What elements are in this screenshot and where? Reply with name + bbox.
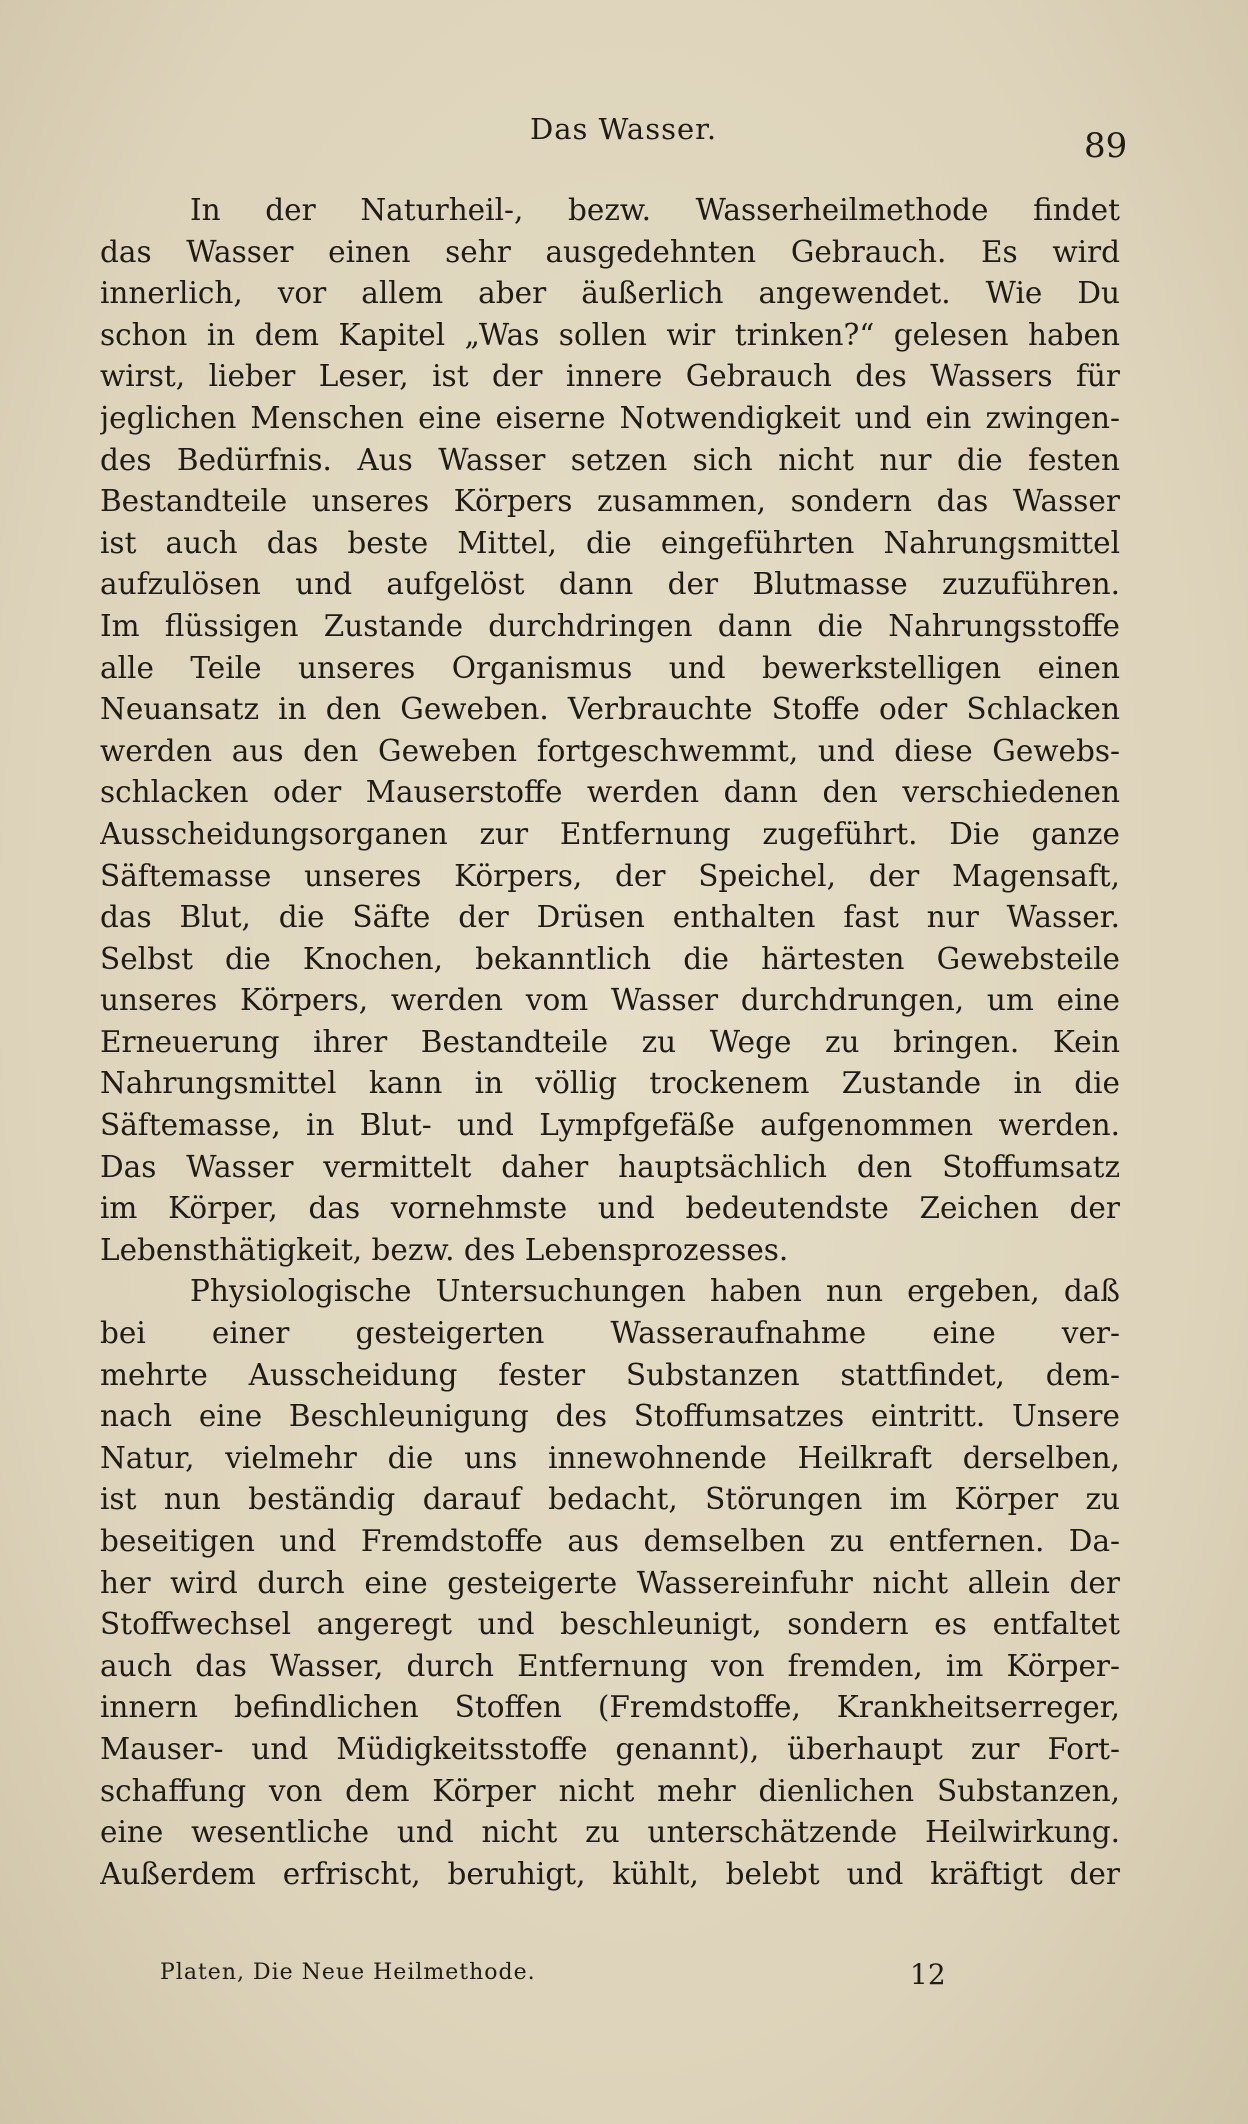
text-line: innerlich, vor allem aber äußerlich angewendet. Wie Du — [100, 276, 1120, 311]
text-line: Erneuerung ihrer Bestandteile zu Wege zu bringen. Kein — [100, 1024, 1120, 1059]
text-line: Stoffwechsel angeregt und beschleunigt, sondern es entfaltet — [100, 1607, 1120, 1642]
text-line: Natur, vielmehr die uns innewohnende Heilkraft derselben, — [100, 1440, 1120, 1475]
text-line: das Wasser einen sehr ausgedehnten Gebrauch. Es wird — [100, 234, 1120, 269]
text-line: werden aus den Geweben fortgeschwemmt, und diese Gewebs- — [100, 733, 1120, 768]
text-line: Mauser- und Müdigkeitsstoffe genannt), überhaupt zur Fort- — [100, 1731, 1120, 1766]
text-line: Säftemasse unseres Körpers, der Speichel, der Magensaft, — [100, 858, 1120, 893]
text-line: schaffung von dem Körper nicht mehr dienlichen Substanzen, — [100, 1773, 1120, 1808]
text-line: aufzulösen und aufgelöst dann der Blutmasse zuzuführen. — [100, 567, 1120, 602]
text-line: unseres Körpers, werden vom Wasser durchdrungen, um eine — [100, 983, 1120, 1018]
text-line: beseitigen und Fremdstoffe aus demselben zu entfernen. Da- — [100, 1524, 1120, 1558]
text-line: jeglichen Menschen eine eiserne Notwendigkeit und ein zwingen- — [100, 400, 1120, 435]
text-line: Bestandteile unseres Körpers zusammen, sondern das Wasser — [100, 484, 1120, 519]
text-line: eine wesentliche und nicht zu unterschätzende Heilwirkung. — [100, 1815, 1120, 1850]
signature-line: Platen, Die Neue Heilmethode. — [160, 1960, 536, 1985]
text-line: her wird durch eine gesteigerte Wassereinfuhr nicht allein der — [100, 1565, 1120, 1600]
text-line: Das Wasser vermittelt daher hauptsächlich den Stoffumsatz — [100, 1149, 1120, 1184]
text-line: Physiologische Untersuchungen haben nun ergeben, daß — [190, 1274, 1120, 1309]
text-line: Selbst die Knochen, bekanntlich die härtesten Gewebsteile — [100, 941, 1120, 976]
text-line: Neuansatz in den Geweben. Verbrauchte Stoffe oder Schlacken — [100, 692, 1120, 727]
text-line: auch das Wasser, durch Entfernung von fremden, im Körper- — [100, 1648, 1120, 1683]
text-line: im Körper, das vornehmste und bedeutendste Zeichen der — [100, 1191, 1120, 1226]
text-line: wirst, lieber Leser, ist der innere Gebrauch des Wassers für — [100, 359, 1120, 394]
text-line: nach eine Beschleunigung des Stoffumsatzes eintritt. Unsere — [100, 1399, 1120, 1434]
text-line: schlacken oder Mauserstoffe werden dann den verschiedenen — [100, 775, 1120, 810]
text-line: Außerdem erfrischt, beruhigt, kühlt, belebt und kräftigt der — [100, 1856, 1120, 1891]
text-line: innern befindlichen Stoffen (Fremdstoffe, Krankheitserreger, — [100, 1690, 1120, 1725]
text-line: Ausscheidungsorganen zur Entfernung zugeführt. Die ganze — [100, 816, 1120, 851]
text-line: Im flüssigen Zustande durchdringen dann die Nahrungsstoffe — [100, 608, 1120, 643]
text-line: ist nun beständig darauf bedacht, Störungen im Körper zu — [100, 1482, 1120, 1517]
text-line: Säftemasse, in Blut- und Lympfgefäße aufgenommen werden. — [100, 1108, 1120, 1143]
text-line: bei einer gesteigerten Wasseraufnahme eine ver- — [100, 1316, 1120, 1351]
body-text — [100, 190, 1120, 1895]
text-line: schon in dem Kapitel „Was sollen wir trinken?“ gelesen haben — [100, 317, 1120, 352]
text-line: mehrte Ausscheidung fester Substanzen stattfindet, dem- — [100, 1357, 1120, 1392]
signature-mark: 12 — [910, 1958, 946, 1991]
text-line: In der Naturheil-, bezw. Wasserheilmethode findet — [190, 193, 1120, 227]
text-line: des Bedürfnis. Aus Wasser setzen sich nicht nur die festen — [100, 442, 1120, 477]
text-line: Lebensthätigkeit, bezw. des Lebensprozesses. — [100, 1232, 789, 1267]
text-line: alle Teile unseres Organismus und bewerkstelligen einen — [100, 650, 1120, 685]
running-head: Das Wasser. — [530, 112, 718, 146]
text-line: das Blut, die Säfte der Drüsen enthalten fast nur Wasser. — [100, 900, 1120, 935]
page-number: 89 — [1084, 126, 1128, 166]
text-line: ist auch das beste Mittel, die eingeführten Nahrungsmittel — [100, 525, 1120, 560]
text-line: Nahrungsmittel kann in völlig trockenem Zustande in die — [100, 1066, 1120, 1101]
